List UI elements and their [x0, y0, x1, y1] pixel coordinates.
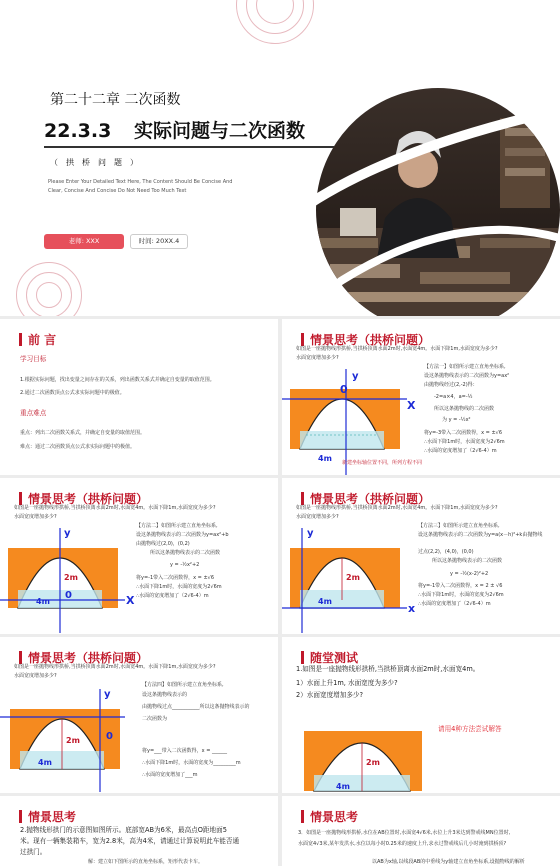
- axis-y-label: y: [64, 528, 71, 539]
- cover-title: [44, 116, 305, 143]
- title-number: 22.3.3: [44, 120, 112, 142]
- question-text: 水面宽度增加多少?: [14, 514, 57, 520]
- width-label: 4m: [336, 782, 350, 791]
- axis-x-label: X: [407, 399, 416, 412]
- slide-title: 情景思考（拱桥问题）: [28, 651, 149, 665]
- solution-text: 解：建立如下图所示的直角坐标系，矩形代表卡车。: [88, 859, 204, 865]
- method-line: ∴水面的宽度增加了（2√6-4）m: [424, 448, 497, 454]
- method-line: ∴水面下降1m时，水面的宽度为2√6m: [418, 592, 504, 598]
- method-line: -2=a×4，a=-½: [434, 394, 473, 400]
- slide-title: 随堂测试: [310, 651, 359, 665]
- method-line: ∴水面的宽度增加了（2√6-4）m: [136, 593, 209, 599]
- height-label: 2m: [64, 573, 78, 582]
- preface-slide[interactable]: [0, 319, 278, 475]
- question-text: 如图是一座抛物线形拱桥,当拱桥顶离水面2m时,水面宽4m。水面下降1m,水面宽度为多少?: [14, 505, 216, 511]
- flood-slide[interactable]: [282, 796, 560, 866]
- cover-desc: Please Enter Your Detailed Text Here, The Content Should Be Concise And Clear, Concise And Concise Do Not Need Too Much Text: [48, 179, 233, 194]
- question-text: 水面宽度增加多少?: [296, 355, 339, 361]
- origin-label: 0: [106, 731, 113, 742]
- width-label: 4m: [36, 597, 50, 606]
- slide-title: 情景思考: [28, 810, 77, 824]
- method-line: 【方法一】如图所示建立直角坐标系,: [424, 364, 506, 370]
- method-line: 将y=___带入二次函数得，x = ______: [142, 748, 227, 754]
- cover-photo: [300, 88, 560, 316]
- method-line: 将y=-1带入二次函数得，x = ±√6: [136, 575, 215, 581]
- method-line: 所以这条抛物线的二次函数: [434, 406, 495, 412]
- question-text: 如图是一座抛物线形拱桥,当拱桥顶离水面2m时,水面宽4m。水面下降1m,水面宽度为多少?: [296, 505, 498, 511]
- origin-label: 0: [340, 383, 348, 396]
- archway-slide[interactable]: [0, 796, 278, 866]
- question-text: 2.抛物线形拱门的示意图如图所示。底部宽AB为6米，最高点O距地面5: [20, 826, 227, 834]
- method-line: y = -½x²+2: [170, 562, 200, 568]
- question-text: 水面宽度增加多少?: [296, 514, 339, 520]
- axis-x-label: X: [126, 594, 135, 607]
- method3-slide[interactable]: [282, 478, 560, 634]
- method-line: 所以这条抛物线表示的二次函数: [150, 550, 221, 556]
- quiz-slide[interactable]: [282, 637, 560, 793]
- question-text: 米。现有一辆集装箱车，宽为2.8米，高为4米，请通过计算说明此车能否通: [20, 837, 240, 845]
- width-label: 4m: [318, 454, 332, 463]
- method-line: 将y=-3带入二次函数得，x = ±√6: [424, 430, 503, 436]
- method-line: 设这条抛物线表示的二次函数为y=ax²: [424, 373, 510, 379]
- method-line: ∴水面下降1m时，水面宽度为2√6m: [424, 439, 505, 445]
- teacher-badge: 老师: XXX: [44, 234, 124, 249]
- method-line: 【方法二】如图所示建立直角坐标系,: [136, 523, 218, 529]
- title-text: 实际问题与二次函数: [133, 120, 305, 142]
- key-item: 重点：列出二次函数关系式，并确定自变量的取值范围。: [20, 430, 146, 436]
- arch-diagram: [0, 687, 140, 793]
- method-line: 由抛物线经过(2,-2)得：: [424, 382, 478, 388]
- slide-title: 情景思考（拱桥问题）: [310, 492, 431, 506]
- time-badge: 时间: 20XX.4: [130, 234, 188, 249]
- axis-x-label: x: [408, 602, 416, 615]
- width-label: 4m: [318, 597, 332, 606]
- method-line: ∴水面的宽度增加了___m: [142, 772, 198, 778]
- question-text: 如图是一座抛物线形拱桥,当拱桥顶离水面2m时,水面宽4m。水面下降1m,水面宽度为多少?: [14, 664, 216, 670]
- method1-slide[interactable]: [282, 319, 560, 475]
- method4-slide[interactable]: [0, 637, 278, 793]
- method-line: 由抛物线过(2,0)，(0,2): [136, 541, 190, 547]
- slide-title: 前 言: [28, 333, 57, 347]
- method-line: 所以这条抛物线表示的二次函数: [432, 558, 503, 564]
- axis-y-label: y: [352, 371, 359, 382]
- method-line: 设这条抛物线表示的: [142, 692, 188, 698]
- goal-heading: 学习目标: [20, 355, 47, 363]
- question-text: 以AB为x轴,以线段AB的中垂线为y轴建立直角坐标系,设抛物线的解析: [372, 859, 525, 865]
- method-line: 设这条抛物线表示的二次函数为y=ax²+b: [136, 532, 229, 538]
- method-line: 【方法四】如图所示建立直角坐标系,: [142, 682, 224, 688]
- question-text: 过拱门。: [20, 848, 47, 856]
- question-text: 如图是一座抛物线形拱桥,当拱桥顶离水面2m时,水面宽4m。水面下降1m,水面宽度为多少?: [296, 346, 498, 352]
- slide-title: 情景思考（拱桥问题）: [28, 492, 149, 506]
- title-underline: [44, 146, 334, 148]
- arch-diagram: [282, 528, 422, 634]
- key-item: 难点：通过二次函数顶点公式求实际问题中的极值。: [20, 444, 136, 450]
- arch-diagram: [296, 709, 436, 793]
- method-line: y = -½(x-2)²+2: [450, 571, 489, 577]
- method-line: 【方法三】如图所示建立直角坐标系,: [418, 523, 500, 529]
- method-line: 设这条抛物线表示的二次函数为y=a(x－h)²+k由抛物线: [418, 532, 543, 538]
- method-line: 为 y = -½x²: [442, 417, 471, 423]
- goal-item: 1.根据实际问题，找出变量之间存在的关系，列出函数关系式并确定自变量的取值范围。: [20, 377, 215, 383]
- method-line: 由抛物线过点___________所以这条抛物线表示的: [142, 704, 250, 710]
- method-line: 过点(2,2)，(4,0)，(0,0): [418, 549, 474, 555]
- method-line: 二次函数为: [142, 716, 168, 722]
- height-label: 2m: [366, 758, 380, 767]
- height-label: 2m: [346, 573, 360, 582]
- method-line: ∴水面下降1m时，水面的宽度为_________m: [142, 760, 241, 766]
- cover-subtitle: （ 拱 桥 问 题 ）: [50, 158, 138, 167]
- subquestion: 2）水面宽度增加多少?: [296, 691, 364, 699]
- cover-slide[interactable]: [0, 0, 560, 316]
- question-text: 水面宽度增加多少?: [14, 673, 57, 679]
- method-line: ∴水面的宽度增加了（2√6-4）m: [418, 601, 491, 607]
- goal-item: 2.通过二次函数顶点公式求实际问题中的极值。: [20, 390, 125, 396]
- axis-y-label: y: [307, 528, 314, 539]
- method2-slide[interactable]: [0, 478, 278, 634]
- question-text: 1.如图是一座抛物线形拱桥,当拱桥顶离水面2m时,水面宽4m。: [296, 665, 480, 673]
- question-text: 水面宽4√3米,某年发洪水,水位以每小时0.25米的速度上升,求水过警戒线后几小时淹到拱桥顶?: [298, 841, 507, 847]
- key-heading: 重点难点: [20, 409, 47, 417]
- slide-title: 情景思考（拱桥问题）: [310, 333, 431, 347]
- origin-label: 0: [65, 590, 72, 601]
- slide-title: 情景思考: [310, 810, 359, 824]
- width-label: 4m: [38, 758, 52, 767]
- chapter-label: 第二十二章 二次函数: [50, 92, 181, 108]
- method-line: ∴水面下降1m时，水面的宽度为2√6m: [136, 584, 222, 590]
- question-text: 3．如图是一座抛物线形拱桥,水位在AB位置时,水面宽4√6米,水位上升3米达到警戒线MN位置时,: [298, 830, 511, 836]
- method-line: 将y=-1带入二次函数得，x = 2 ± √6: [418, 583, 503, 589]
- arch-diagram: [0, 528, 140, 634]
- hint-text: 请用4种方法尝试解答: [438, 725, 502, 733]
- subquestion: 1）水面上升1m, 水面宽度为多少?: [296, 679, 398, 687]
- note-text: 新建坐标轴位置不同，所列方程不同: [342, 460, 423, 466]
- height-label: 2m: [66, 736, 80, 745]
- axis-y-label: y: [104, 689, 111, 700]
